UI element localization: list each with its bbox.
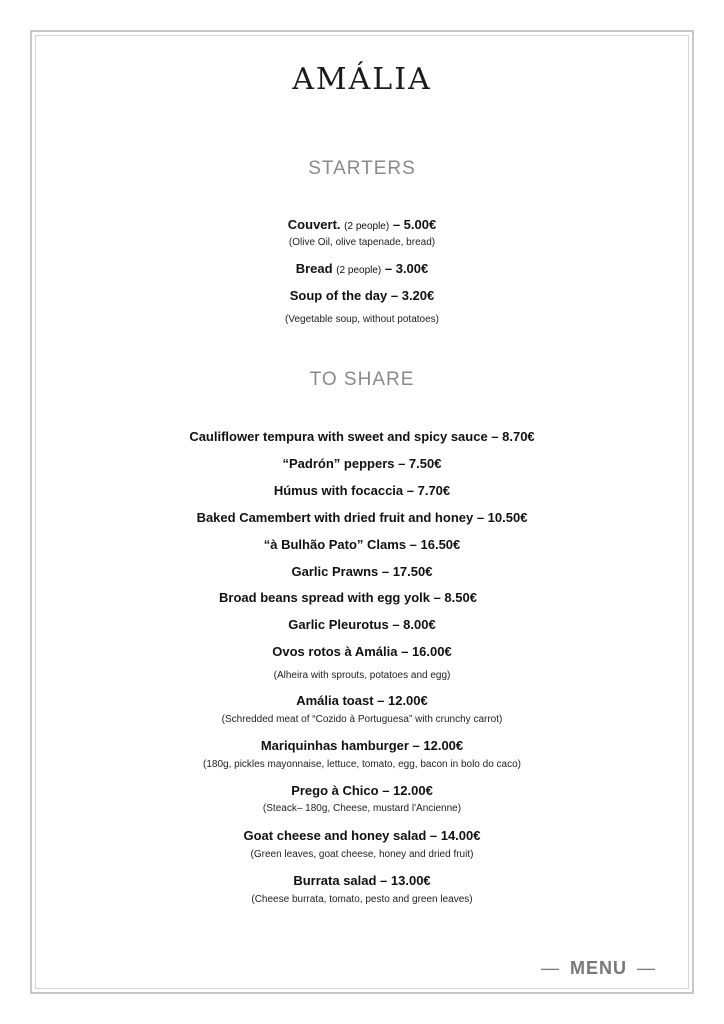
menu-item: “Padrón” peppers – 7.50€ (282, 456, 442, 471)
menu-item: Amália toast – 12.00€ (296, 693, 428, 708)
menu-item-description: (Steack– 180g, Cheese, mustard l'Ancienne) (262, 803, 462, 814)
menu-item-bread (0, 261, 724, 276)
menu-item: Burrata salad – 13.00€ (293, 873, 431, 888)
menu-item-description: (180g, pickles mayonnaise, lettuce, tomato, egg, bacon in bolo do caco) (203, 759, 521, 770)
item-note: (2 people) (344, 221, 390, 232)
item-price: – 5.00€ (392, 217, 437, 232)
item-name: Soup of the day (289, 288, 388, 303)
menu-item: Goat cheese and honey salad – 14.00€ (243, 828, 481, 843)
menu-footer (531, 958, 666, 979)
menu-item-description: (Cheese burrata, tomato, pesto and green leaves) (251, 894, 473, 905)
menu-item-description: (Alheira with sprouts, potatoes and egg) (273, 670, 451, 681)
menu-item-soup (0, 288, 724, 303)
section-heading-to-share: TO SHARE (309, 369, 415, 390)
menu-item: Ovos rotos à Amália – 16.00€ (272, 644, 452, 659)
item-note: (2 people) (336, 265, 382, 276)
menu-item: “à Bulhão Pato” Clams – 16.50€ (263, 537, 461, 552)
footer-dash-right: — (637, 958, 656, 978)
section-heading-starters: STARTERS (308, 158, 416, 179)
menu-item-description: (Green leaves, goat cheese, honey and dried fruit) (250, 849, 474, 860)
menu-item-description: (Vegetable soup, without potatoes) (285, 314, 439, 325)
restaurant-title: AMÁLIA (292, 62, 432, 97)
menu-item: Húmus with focaccia – 7.70€ (273, 483, 451, 498)
item-name: Couvert. (287, 217, 341, 232)
item-price: – 3.20€ (390, 288, 435, 303)
menu-item: Garlic Prawns – 17.50€ (291, 564, 433, 579)
item-price: – 3.00€ (384, 261, 429, 276)
menu-item: Mariquinhas hamburger – 12.00€ (260, 738, 464, 753)
item-name: Bread (295, 261, 333, 276)
menu-item: Broad beans spread with egg yolk – 8.50€ (219, 590, 477, 605)
menu-item-description: (Olive Oil, olive tapenade, bread) (288, 237, 436, 248)
menu-item: Baked Camembert with dried fruit and honey – 10.50€ (196, 510, 528, 525)
menu-item-description: (Schredded meat of “Cozido à Portuguesa” with crunchy carrot) (221, 714, 503, 725)
footer-menu-label: MENU (570, 958, 627, 978)
menu-item: Cauliflower tempura with sweet and spicy sauce – 8.70€ (189, 429, 535, 444)
menu-item-couvert (0, 217, 724, 232)
footer-dash-left: — (541, 958, 560, 978)
menu-item: Garlic Pleurotus – 8.00€ (288, 617, 436, 632)
menu-item: Prego à Chico – 12.00€ (291, 783, 433, 798)
